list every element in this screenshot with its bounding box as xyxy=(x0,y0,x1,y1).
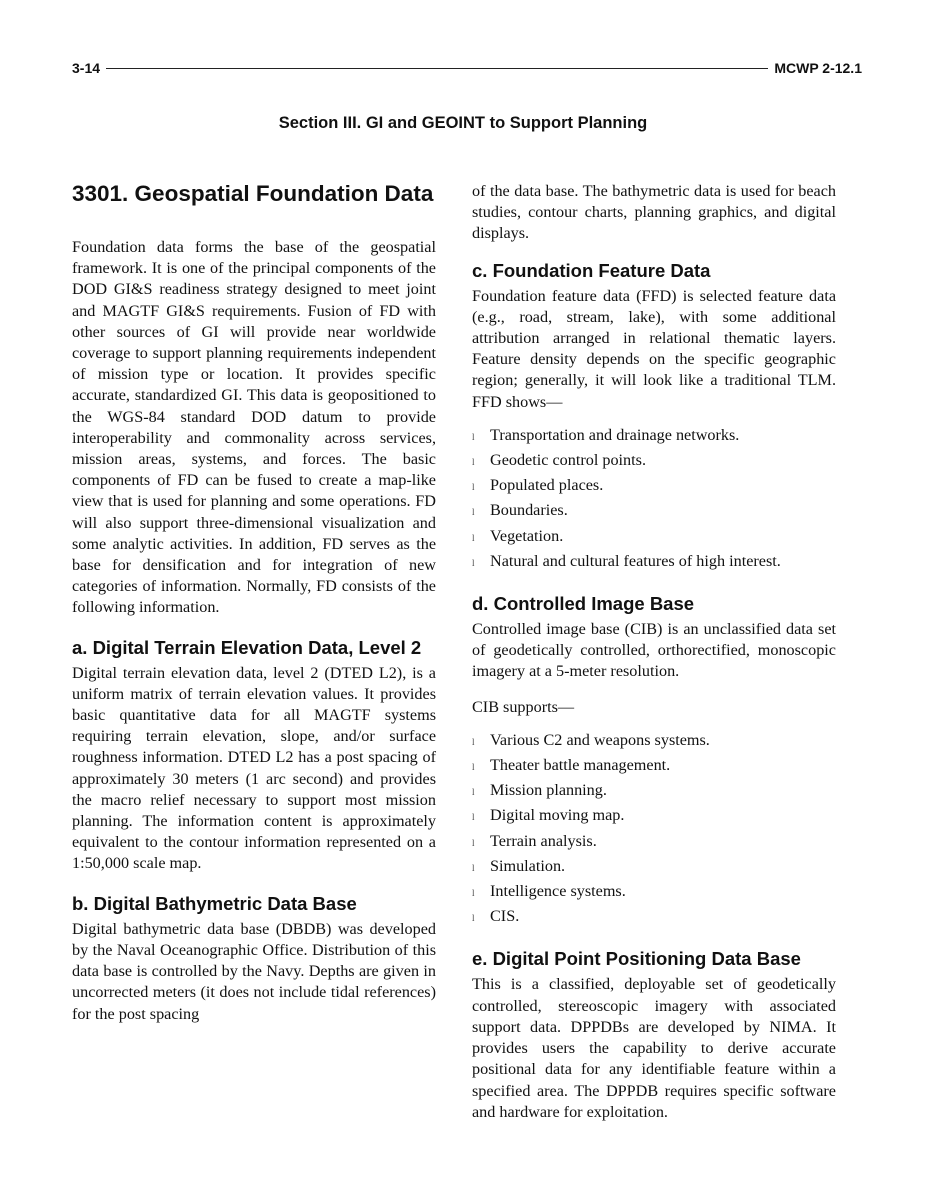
bullet-icon: l xyxy=(472,888,475,899)
bullet-icon: l xyxy=(472,457,475,468)
list-item: l Simulation. xyxy=(472,855,836,880)
list-item: l Transportation and drainage networks. xyxy=(472,424,836,449)
list-item: l Boundaries. xyxy=(472,499,836,524)
list-item: l CIS. xyxy=(472,905,836,930)
section-b-continued: of the data base. The bathymetric data is used for beach studies, contour charts, planning graphics, and digital displays. xyxy=(472,182,836,243)
right-column xyxy=(472,181,836,1123)
left-column xyxy=(72,178,436,1025)
bullet-icon: l xyxy=(472,557,475,568)
section-b-heading: b. Digital Bathymetric Data Base xyxy=(72,892,357,914)
intro-paragraph: Foundation data forms the base of the geospatial framework. It is one of the principal components of the DOD GI&S readiness strategy designed to meet joint and MAGTF GI&S requirements. Fusion of FD with other sources of GI will provide near worldwide coverage to support planning requirements independent of mission type or location. It provides specific accurate, standardized GI. This data is geopositioned to the WGS-84 standard DOD datum to provide interoperability and commonality across services, mission areas, systems, and forces. The basic components of FD can be fused to create a map-like view that is used for planning and some operations. FD will also support three-dimensional visualization and some analytic activities. In addition, FD serves as the base for densification and for integration of new categories of information. Normally, FD consists of the following information. xyxy=(72,238,436,617)
list-item: l Intelligence systems. xyxy=(472,880,836,905)
bullet-icon: l xyxy=(472,736,475,747)
list-item: l Terrain analysis. xyxy=(472,830,836,855)
section-title: Section III. GI and GEOINT to Support Planning xyxy=(278,114,648,132)
bullet-icon: l xyxy=(472,532,475,543)
cib-supports-intro: CIB supports— xyxy=(472,697,575,716)
bullet-icon: l xyxy=(472,812,475,823)
running-header xyxy=(72,58,862,78)
list-item: l Theater battle management. xyxy=(472,754,836,779)
bullet-icon: l xyxy=(472,862,475,873)
chapter-heading: 3301. Geospatial Foundation Data xyxy=(72,181,434,206)
list-item: l Various C2 and weapons systems. xyxy=(472,729,836,754)
publication-id: MCWP 2-12.1 xyxy=(774,60,862,76)
list-item: l Natural and cultural features of high interest. xyxy=(472,550,836,575)
header-rule xyxy=(106,68,768,69)
section-e-body: This is a classified, deployable set of geodetically controlled, stereoscopic imagery with associated support data. DPPDBs are developed by NIMA. It provides users the capability to derive accurate positional data for any identifiable feature within a specified area. The DPPDB requires specific software and hardware for exploitation. xyxy=(472,975,836,1121)
bullet-icon: l xyxy=(472,913,475,924)
section-a-heading: a. Digital Terrain Elevation Data, Level 2 xyxy=(72,636,422,658)
page-number: 3-14 xyxy=(72,60,101,76)
section-d-body: Controlled image base (CIB) is an unclassified data set of geodetically controlled, orthorectified, monoscopic imagery at a 5-meter resolution. xyxy=(472,620,836,681)
bullet-icon: l xyxy=(472,482,475,493)
section-c-heading: c. Foundation Feature Data xyxy=(472,259,711,281)
list-item: l Mission planning. xyxy=(472,779,836,804)
cib-bullet-list xyxy=(472,729,836,931)
section-c-body: Foundation feature data (FFD) is selected feature data (e.g., road, stream, lake), with some additional attribution arranged in relational thematic layers. Feature density depends on the specific geographic region; generally, it will look like a traditional TLM. FFD shows— xyxy=(472,286,836,411)
bullet-icon: l xyxy=(472,787,475,798)
section-b-body: Digital bathymetric data base (DBDB) was developed by the Naval Oceanographic Office. Distribution of this data base is controlled by the Navy. Depths are given in uncorrected meters (it does not include tidal references) for the post spacing xyxy=(72,919,436,1023)
ffd-bullet-list xyxy=(472,424,836,575)
list-item: l Populated places. xyxy=(472,474,836,499)
bullet-icon: l xyxy=(472,762,475,773)
section-e-heading: e. Digital Point Positioning Data Base xyxy=(472,948,801,970)
bullet-icon: l xyxy=(472,837,475,848)
bullet-icon: l xyxy=(472,507,475,518)
bullet-icon: l xyxy=(472,431,475,442)
list-item: l Digital moving map. xyxy=(472,804,836,829)
list-item: l Vegetation. xyxy=(472,525,836,550)
list-item: l Geodetic control points. xyxy=(472,449,836,474)
section-a-body: Digital terrain elevation data, level 2 (DTED L2), is a uniform matrix of terrain elevation values. It provides basic quantitative data for all MAGTF systems requiring terrain elevation, slope, and/or surface roughness information. DTED L2 has a post spacing of approximately 30 meters (1 arc second) and provides the macro relief necessary to support most mission planning. The information content is approximately equivalent to the contour information represented on a 1:50,000 scale map. xyxy=(72,663,436,873)
section-d-heading: d. Controlled Image Base xyxy=(472,593,695,615)
